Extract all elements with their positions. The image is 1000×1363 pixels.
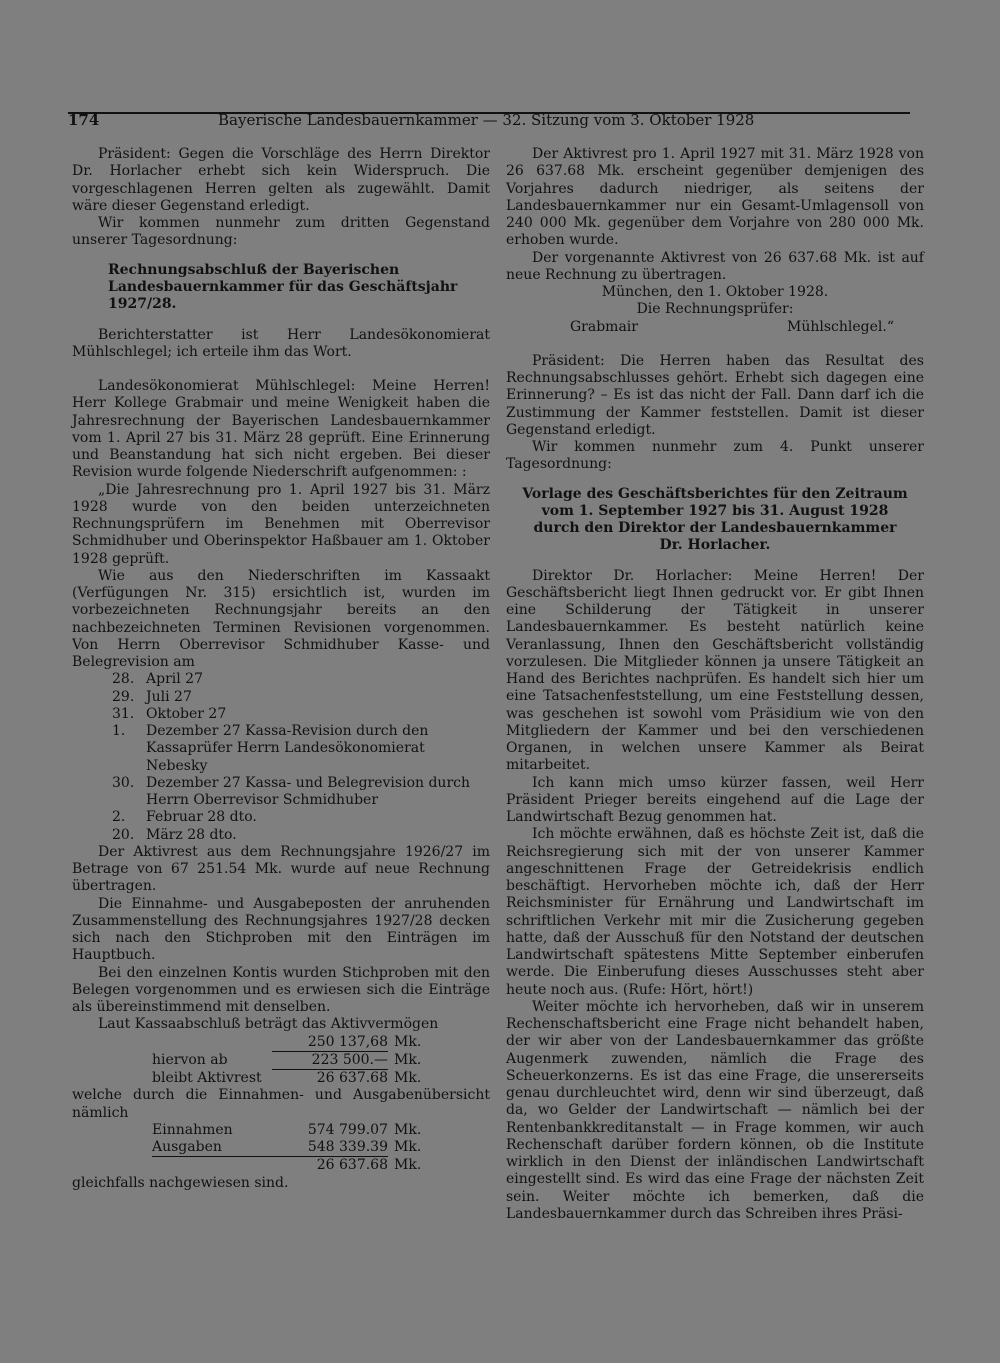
balance-table <box>152 1034 490 1088</box>
signatures <box>506 319 924 336</box>
page-number: 174 <box>68 111 100 129</box>
running-header <box>68 110 910 129</box>
paragraph: Der vorgenannte Aktivrest von 26 637.68 Mk. ist auf neue Rechnung zu übertragen. <box>506 249 924 283</box>
paragraph: Der Aktivrest aus dem Rechnungsjahre 1926/27 im Betrage von 67 251.54 Mk. wurde auf neue Rechnung übertragen. <box>72 843 490 895</box>
signature-name: Mühlschlegel.“ <box>787 318 894 335</box>
paragraph: Wir kommen nunmehr zum dritten Gegenstand unserer Tagesordnung: <box>72 215 490 249</box>
paragraph: Bei den einzelnen Kontis wurden Stichproben mit den Belegen vorgenommen und es erwiesen sich die Einträge als übereinstimmend mit denselben. <box>72 964 490 1015</box>
section-heading: Rechnungsabschluß der Bayerischen Landesbauernkammer für das Geschäftsjahr 1927/28. <box>108 261 458 312</box>
paragraph: Präsident: Gegen die Vorschläge des Herrn Direktor Dr. Horlacher erhebt sich kein Widerspruch. Die vorgeschlagenen Herren gelten als zugewählt. Damit wäre dieser Gegenstand erledigt. <box>72 146 490 214</box>
right-column <box>506 146 924 1223</box>
table-row: bleibt Aktivrest 26 637.68 Mk. <box>152 1070 422 1086</box>
list-item: 31. Oktober 27 <box>112 705 227 722</box>
paragraph: welche durch die Einnahmen- und Ausgabenübersicht nämlich <box>72 1087 490 1121</box>
place-date: München, den 1. Oktober 1928. <box>601 284 829 300</box>
paragraph: gleichfalls nachgewiesen sind. <box>72 1174 289 1191</box>
paragraph: Der Aktivrest pro 1. April 1927 mit 31. März 1928 von 26 637.68 Mk. erscheint gegenüber demjenigen des Vorjahres dadurch niedriger, als seitens der Landesbauernkammer nur ein Gesamt-Umlagensoll von 240 000 Mk. gegenüber dem Vorjahre von 280 000 Mk. erhoben wurde. <box>506 146 924 249</box>
left-column <box>72 146 490 1192</box>
paragraph: Die Einnahme- und Ausgabeposten der anruhenden Zusammenstellung des Rechnungsjahres 1927/28 decken sich nach den Stichproben mit den Einträgen im Hauptbuch. <box>72 895 490 964</box>
list-item: 2. Februar 28 dto. <box>112 809 257 826</box>
table-row: Ausgaben 548 339.39 Mk. <box>152 1139 490 1157</box>
paragraph: Ich möchte erwähnen, daß es höchste Zeit ist, daß die Reichsregierung sich mit der von unserer Kammer angeschnittenen Frage der Getreidekrisis endlich beschäftigt. Hervorheben möchte ich, daß der Herr Reichsminister für Ernährung und Landwirtschaft im schriftlichen Verkehr mit mir die Zusicherung gegeben hatte, daß der Ausschuß für den Notstand der deutschen Landwirtschaft spätestens Mitte September einberufen werde. Die Einberufung dieses Ausschusses steht aber heute noch aus. (Rufe: Hört, hört!) <box>506 826 924 998</box>
paragraph: Wie aus den Niederschriften im Kassaakt (Verfügungen Nr. 315) ersichtlich ist, wurden im vorbezeichneten Rechnungsjahr bereits an den nachbezeichneten Terminen Revisionen vorgenommen. Von Herrn Oberrevisor Schmidhuber Kasse- und Belegrevision am <box>72 567 490 670</box>
table-row: hiervon ab 223 500.— Mk. <box>152 1052 490 1070</box>
paragraph: Berichterstatter ist Herr Landesökonomierat Mühlschlegel; ich erteile ihm das Wort. <box>72 326 490 360</box>
paragraph: Landesökonomierat Mühlschlegel: Meine Herren! Herr Kollege Grabmair und meine Wenigkeit haben die Jahresrechnung der Bayerischen Landesbauernkammer vom 1. April 27 bis 31. März 28 geprüft. Eine Erinnerung und Beanstandung hat sich nicht ergeben. Bei dieser Revision wurde folgende Niederschrift aufgenommen: : <box>72 378 490 481</box>
income-expense-table <box>152 1122 490 1175</box>
list-item: 1. Dezember 27 Kassa-Revision durch den Kassaprüfer Herrn Landesökonomierat Nebesky <box>112 723 429 774</box>
signature-name: Grabmair <box>570 318 638 335</box>
revision-dates-list <box>72 671 490 844</box>
list-item: 29. Juli 27 <box>112 688 192 705</box>
table-row: 26 637.68 Mk. <box>316 1157 422 1174</box>
table-row: 250 137,68 Mk. <box>152 1034 490 1052</box>
list-item: 20. März 28 dto. <box>112 826 237 843</box>
signatory-role: Die Rechnungsprüfer: <box>636 301 794 318</box>
paragraph: Ich kann mich umso kürzer fassen, weil Herr Präsident Prieger bereits eingehend auf die Lage der Landwirtschaft Bezug genommen hat. <box>506 774 924 825</box>
table-row: Einnahmen 574 799.07 Mk. <box>152 1121 422 1138</box>
paragraph: „Die Jahresrechnung pro 1. April 1927 bis 31. März 1928 wurde von den beiden unterzeichneten Rechnungsprüfern im Benehmen mit Oberrevisor Schmidhuber und Oberinspektor Haßbauer am 1. Oktober 1928 geprüft. <box>72 481 490 567</box>
paragraph: Präsident: Die Herren haben das Resultat des Rechnungsabschlusses gehört. Erhebt sich dagegen eine Erinnerung? – Es ist das nicht der Fall. Dann darf ich die Zustimmung der Kammer feststellen. Damit ist dieser Gegenstand erledigt. <box>506 352 924 438</box>
section-heading: Vorlage des Geschäftsberichtes für den Zeitraum vom 1. September 1927 bis 31. August 1928 durch den Direktor der Landesbauernkammer Dr. Horlacher. <box>522 485 908 553</box>
header-title: Bayerische Landesbauernkammer — 32. Sitzung vom 3. Oktober 1928 <box>218 111 755 129</box>
list-item: 30. Dezember 27 Kassa- und Belegrevision durch Herrn Oberrevisor Schmidhuber <box>112 774 470 808</box>
list-item: 28. April 27 <box>112 671 203 688</box>
paragraph: Direktor Dr. Horlacher: Meine Herren! Der Geschäftsbericht liegt Ihnen gedruckt vor. Er gibt Ihnen eine Schilderung der Tätigkeit in unserer Landesbauernkammer. Es besteht natürlich keine Veranlassung, Ihnen den Geschäftsbericht vollständig vorzulesen. Die Mitglieder können ja unsere Tätigkeit an Hand des Berichtes nachprüfen. Es handelt sich hier um eine Tatsachenfeststellung, um eine Feststellung dessen, was geschehen ist sowohl vom Präsidium wie von den Mitgliedern der Kammer und bei den verschiedenen Organen, in welchen unsere Kammer als Beirat mitarbeitet. <box>506 567 924 774</box>
paragraph: Wir kommen nunmehr zum 4. Punkt unserer Tagesordnung: <box>506 439 924 473</box>
paragraph: Weiter möchte ich hervorheben, daß wir in unserem Rechenschaftsbericht eine Frage nicht behandelt haben, der wir aber von der Landesbauernkammer das größte Augenmerk zuwenden, nämlich die Frage des Scheuerkonzerns. Es ist das eine Frage, die unsererseits genau durchleuchtet wird, denn wir sind überzeugt, daß da, wo Gelder der Landwirtschaft — nämlich bei der Rentenbankkreditanstalt — in Frage kommen, wir auch Rechenschaft darüber fordern können, ob die Institute wirklich in den Dienst der inländischen Landwirtschaft eingestellt sind. Es wird das eine Frage der nächsten Zeit sein. Weiter möchte ich bemerken, daß die Landesbauernkammer durch das Schreiben ihres Präsi- <box>506 998 924 1222</box>
paragraph: Laut Kassaabschluß beträgt das Aktivvermögen <box>98 1016 439 1033</box>
